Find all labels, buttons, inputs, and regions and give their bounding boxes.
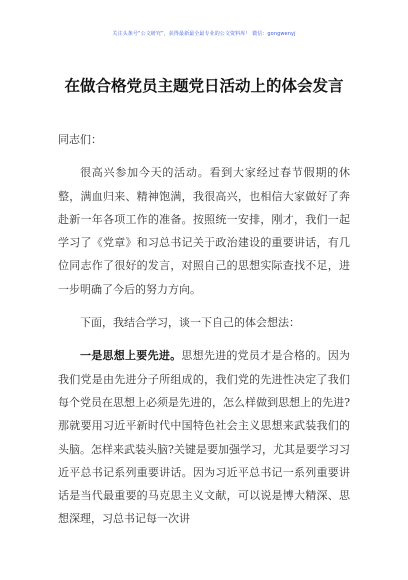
document-body bbox=[58, 128, 350, 537]
paragraph-text: 思想先进的党员才是合格的。因为我们党是由先进分子所组成的，我们党的先进性决定了我们每个党员在思想上必须是先进的，怎么样做到思想上的先进?那就要用习近平新时代中国特色社会主义思想来武装我们的头脑。怎样来武装头脑?关键是要加强学习，尤其是要学习习近平总书记系列重要讲话。因为习近平总书记一系列重要讲话是当代最重要的马克思主义文献，可以说是博大精深、思想深理，习总书记每一次讲 bbox=[58, 349, 351, 526]
point-heading: 一是思想上要先进。 bbox=[80, 349, 182, 363]
salutation: 同志们： bbox=[58, 133, 102, 146]
paragraph-point-one bbox=[58, 344, 350, 530]
paragraph-text: 下面，我结合学习，谈一下自己的体会想法： bbox=[80, 316, 300, 330]
document-title: 在做合格党员主题党日活动上的体会发言 bbox=[64, 77, 344, 95]
header-note: 关注头条号“公文研究”，获得最新最全最专业的公文资料库！ 微信：gongwenyj bbox=[112, 31, 296, 37]
paragraph-text: 很高兴参加今天的活动。看到大家经过春节假期的休整，满血归来、精神饱满，我很高兴，也相信大家做好了奔赴新一年各项工作的准备。按照统一安排，刚才，我们一起学习了《党章》和习总书记关于政治建设的重要讲话，有几位同志作了很好的发言，对照自己的思想实际查找不足，进一步明确了今后的努力方向。 bbox=[58, 166, 350, 296]
paragraph-transition bbox=[58, 311, 350, 334]
paragraph-opening bbox=[58, 161, 350, 301]
